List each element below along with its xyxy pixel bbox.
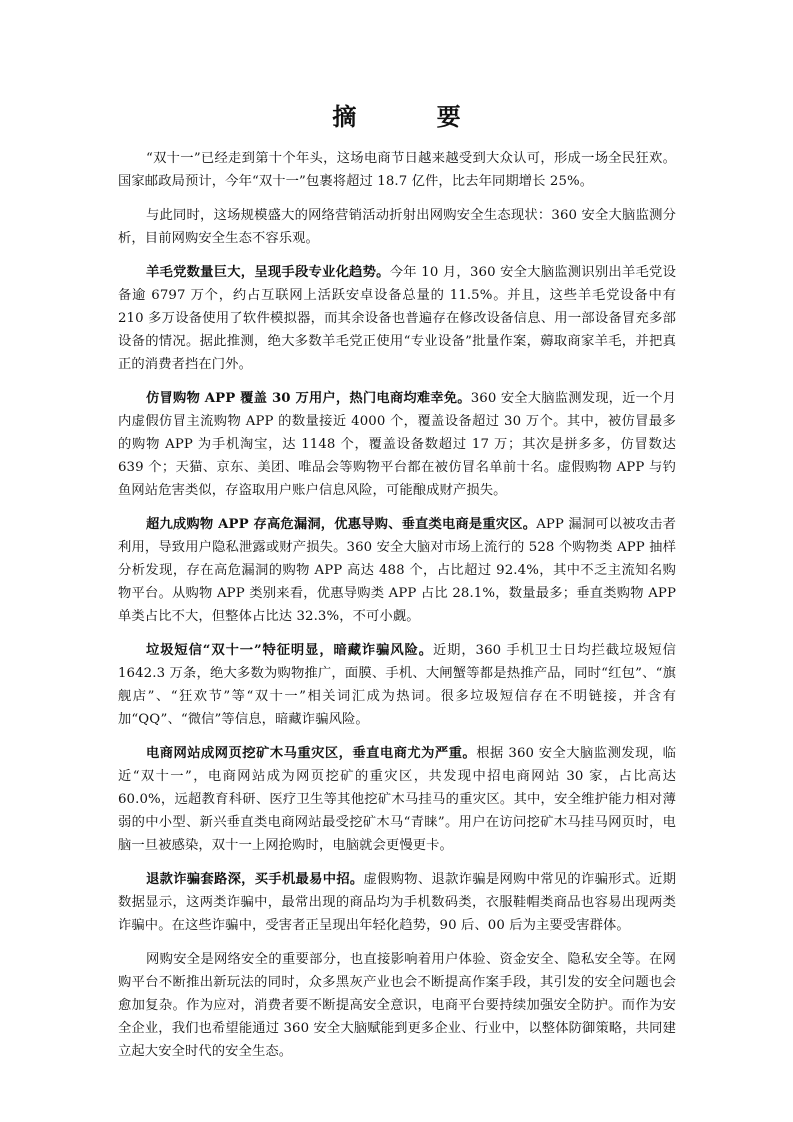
paragraph-text: 今年 10 月，360 安全大脑监测识别出羊毛党设备逾 6797 万个，约占互联网上活跃安卓设备总量的 11.5%。并且，这些羊毛党设备中有 210 多万设备使用了软件模拟器，而其余设备也普遍存在修改设备信息、用一部设备冒充多部设备的情况。据此推测，绝大多数羊毛党正使用“专业设备”批量作案，薅取商家羊毛，并把真正的消费者挡在门外。 bbox=[118, 265, 676, 372]
paragraph-lead: 退款诈骗套路深，买手机最易中招。 bbox=[146, 872, 364, 887]
paragraph-mining-trojan bbox=[118, 742, 676, 857]
paragraph-context bbox=[118, 204, 676, 250]
paragraph-text: APP 漏洞可以被攻击者利用，导致用户隐私泄露或财产损失。360 安全大脑对市场上流行的 528 个购物类 APP 抽样分析发现，存在高危漏洞的购物 APP 高达 488 个，占比超过 92.4%，其中不乏主流知名购物平台。从购物 APP 类别来看，优惠导购类 APP 占比 28.1%，数量最多；垂直类购物 APP 单类占比不大，但整体占比达 32.3%，不可小觑。 bbox=[118, 517, 676, 624]
paragraph-lead: 电商网站成网页挖矿木马重灾区，垂直电商尤为严重。 bbox=[146, 746, 477, 761]
paragraph-text: 近期，360 手机卫士日均拦截垃圾短信 1642.3 万条，绝大多数为购物推广，面膜、手机、大闸蟹等都是热推产品，同时“红包”、“旗舰店”、“狂欢节”等“双十一”相关词汇成为热词。很多垃圾短信存在不明链接，并含有加“QQ”、“微信”等信息，暗藏诈骗风险。 bbox=[118, 643, 676, 727]
paragraph-conclusion bbox=[118, 948, 676, 1063]
paragraph-text: 根据 360 安全大脑监测发现，临近“双十一”，电商网站成为网页挖矿的重灾区，共发现中招电商网站 30 家，占比高达 60.0%，远超教育科研、医疗卫生等其他挖矿木马挂马的重灾区。其中，安全维护能力相对薄弱的中小型、新兴垂直类电商网站最受挖矿木马“青睐”。用户在访问挖矿木马挂马网页时，电脑一旦被感染，双十一上网抢购时，电脑就会更慢更卡。 bbox=[118, 746, 676, 853]
paragraph-text: 360 安全大脑监测发现，近一个月内虚假仿冒主流购物 APP 的数量接近 4000 个，覆盖设备超过 30 万个。其中，被仿冒最多的购物 APP 为手机淘宝，达 1148 个，覆盖设备数超过 17 万；其次是拼多多，仿冒数达 639 个；天猫、京东、美团、唯品会等购物平台都在被仿冒名单前十名。虚假购物 APP 与钓鱼网站危害类似，存盗取用户账户信息风险，可能酿成财产损失。 bbox=[118, 391, 677, 498]
paragraph-lead: 羊毛党数量巨大，呈现手段专业化趋势。 bbox=[146, 265, 390, 280]
paragraph-refund-fraud bbox=[118, 868, 676, 937]
paragraph-text: 虚假购物、退款诈骗是网购中常见的诈骗形式。近期数据显示，这两类诈骗中，最常出现的商品均为手机数码类，衣服鞋帽类商品也容易出现两类诈骗中。在这些诈骗中，受害者正呈现出年轻化趋势，90 后、00 后为主要受害群体。 bbox=[118, 872, 676, 933]
paragraph-fake-apps bbox=[118, 387, 676, 502]
page-title: 摘 要 bbox=[332, 102, 497, 131]
paragraph-lead: 垃圾短信“双十一”特征明显，暗藏诈骗风险。 bbox=[146, 643, 433, 658]
paragraph-text: 网购安全是网络安全的重要部分，也直接影响着用户体验、资金安全、隐私安全等。在网购平台不断推出新玩法的同时，众多黑灰产业也会不断提高作案手段，其引发的安全问题也会愈加复杂。作为应对，消费者要不断提高安全意识，电商平台要持续加强安全防护。而作为安全企业，我们也希望能通过 360 安全大脑赋能到更多企业、行业中，以整体防御策略，共同建立起大安全时代的安全生态。 bbox=[118, 952, 676, 1059]
paragraph-text: 与此同时，这场规模盛大的网络营销活动折射出网购安全生态现状：360 安全大脑监测分析，目前网购安全生态不容乐观。 bbox=[118, 208, 676, 246]
abstract-body bbox=[118, 147, 676, 1074]
paragraph-lead: 仿冒购物 APP 覆盖 30 万用户，热门电商均难幸免。 bbox=[146, 391, 471, 406]
paragraph-text: “双十一”已经走到第十个年头，这场电商节日越来越受到大众认可，形成一场全民狂欢。国家邮政局预计，今年“双十一”包裹将超过 18.7 亿件，比去年同期增长 25%。 bbox=[118, 151, 676, 189]
paragraph-lead: 超九成购物 APP 存高危漏洞，优惠导购、垂直类电商是重灾区。 bbox=[146, 517, 537, 532]
paragraph-wool-party bbox=[118, 261, 676, 376]
paragraph-intro bbox=[118, 147, 676, 193]
paragraph-app-vulnerabilities bbox=[118, 513, 676, 628]
paragraph-spam-sms bbox=[118, 639, 676, 731]
